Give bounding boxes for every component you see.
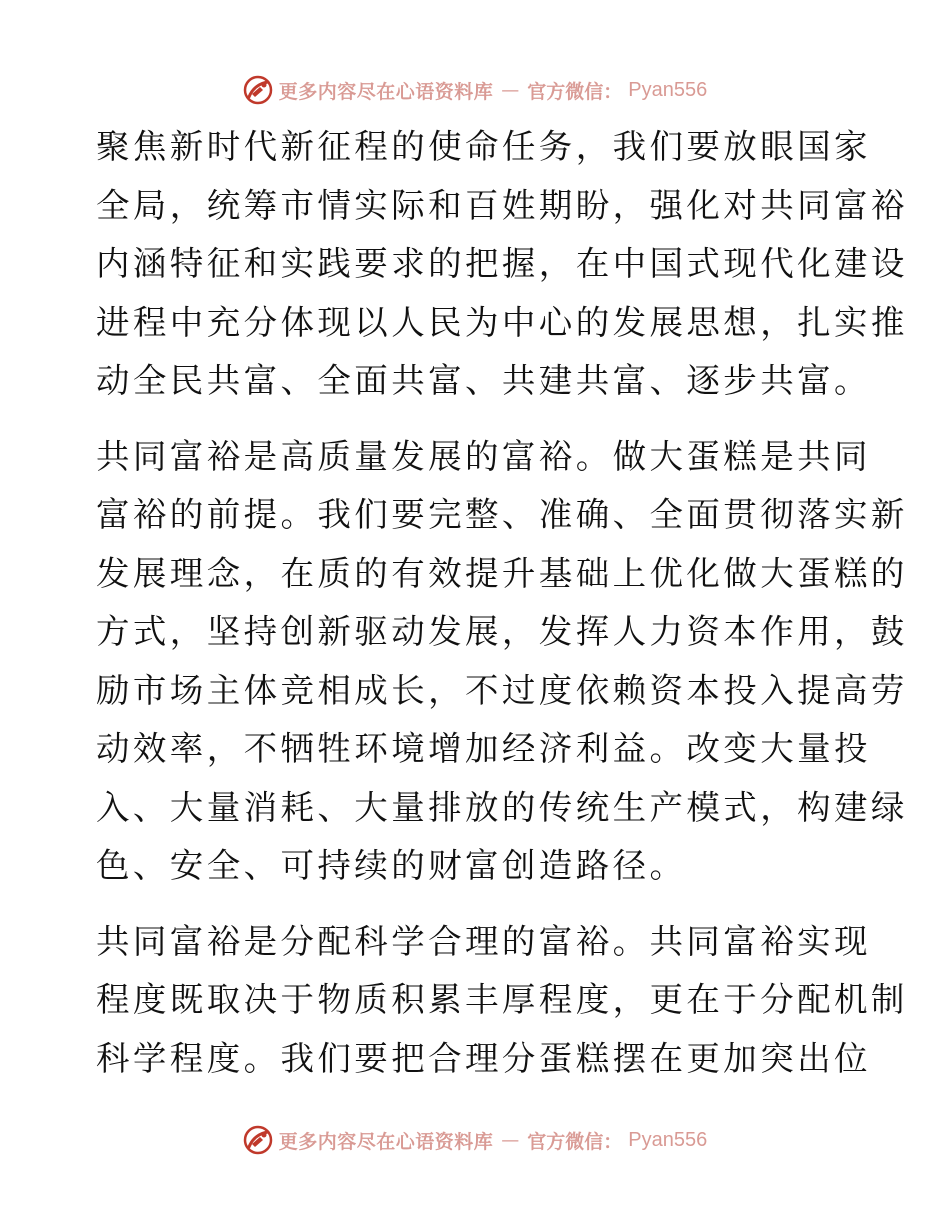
watermark-text: 更多内容尽在心语资料库 <box>278 1130 494 1153</box>
watermark-wechat-label: 官方微信： <box>527 1130 623 1153</box>
text-line: 方式，坚持创新驱动发展，发挥人力资本作用，鼓 <box>96 612 908 651</box>
watermark-wechat-id: Pyan556 <box>628 1128 708 1151</box>
watermark-dash: — <box>501 1129 520 1151</box>
text-line: 全局，统筹市情实际和百姓期盼，强化对共同富裕 <box>96 185 908 225</box>
text-line: 科学程度。我们要把合理分蛋糕摆在更加突出位 <box>96 1038 871 1078</box>
seal-logo-icon <box>243 1125 273 1155</box>
text-line: 聚焦新时代新征程的使命任务，我们要放眼国家 <box>96 127 871 166</box>
text-line: 共同富裕是高质量发展的富裕。做大蛋糕是共同 <box>96 436 871 476</box>
paragraph-3 <box>96 913 908 1089</box>
watermark-text: 更多内容尽在心语资料库 <box>278 80 494 103</box>
text-line: 动全民共富、全面共富、共建共富、逐步共富。 <box>96 361 871 400</box>
document-body <box>96 118 908 1105</box>
text-line: 入、大量消耗、大量排放的传统生产模式，构建绿 <box>96 787 908 827</box>
paragraph-2 <box>96 428 908 896</box>
text-line: 程度既取决于物质积累丰厚程度，更在于分配机制 <box>96 980 908 1019</box>
watermark-wechat-id: Pyan556 <box>628 78 708 101</box>
text-line: 动效率，不牺牲环境增加经济利益。改变大量投 <box>96 729 871 768</box>
text-line: 发展理念，在质的有效提升基础上优化做大蛋糕的 <box>96 553 908 593</box>
text-line: 进程中充分体现以人民为中心的发展思想，扎实推 <box>96 302 908 342</box>
watermark-dash: — <box>501 79 520 101</box>
header-watermark <box>0 72 950 108</box>
text-line: 富裕的前提。我们要完整、准确、全面贯彻落实新 <box>96 495 908 534</box>
text-line: 励市场主体竞相成长，不过度依赖资本投入提高劳 <box>96 670 908 710</box>
seal-logo-icon <box>243 75 273 105</box>
text-line: 色、安全、可持续的财富创造路径。 <box>96 846 687 885</box>
text-line: 内涵特征和实践要求的把握，在中国式现代化建设 <box>96 244 908 283</box>
watermark-wechat-label: 官方微信： <box>527 80 623 103</box>
paragraph-1 <box>96 118 908 411</box>
text-line: 共同富裕是分配科学合理的富裕。共同富裕实现 <box>96 921 871 961</box>
footer-watermark <box>0 1122 950 1158</box>
